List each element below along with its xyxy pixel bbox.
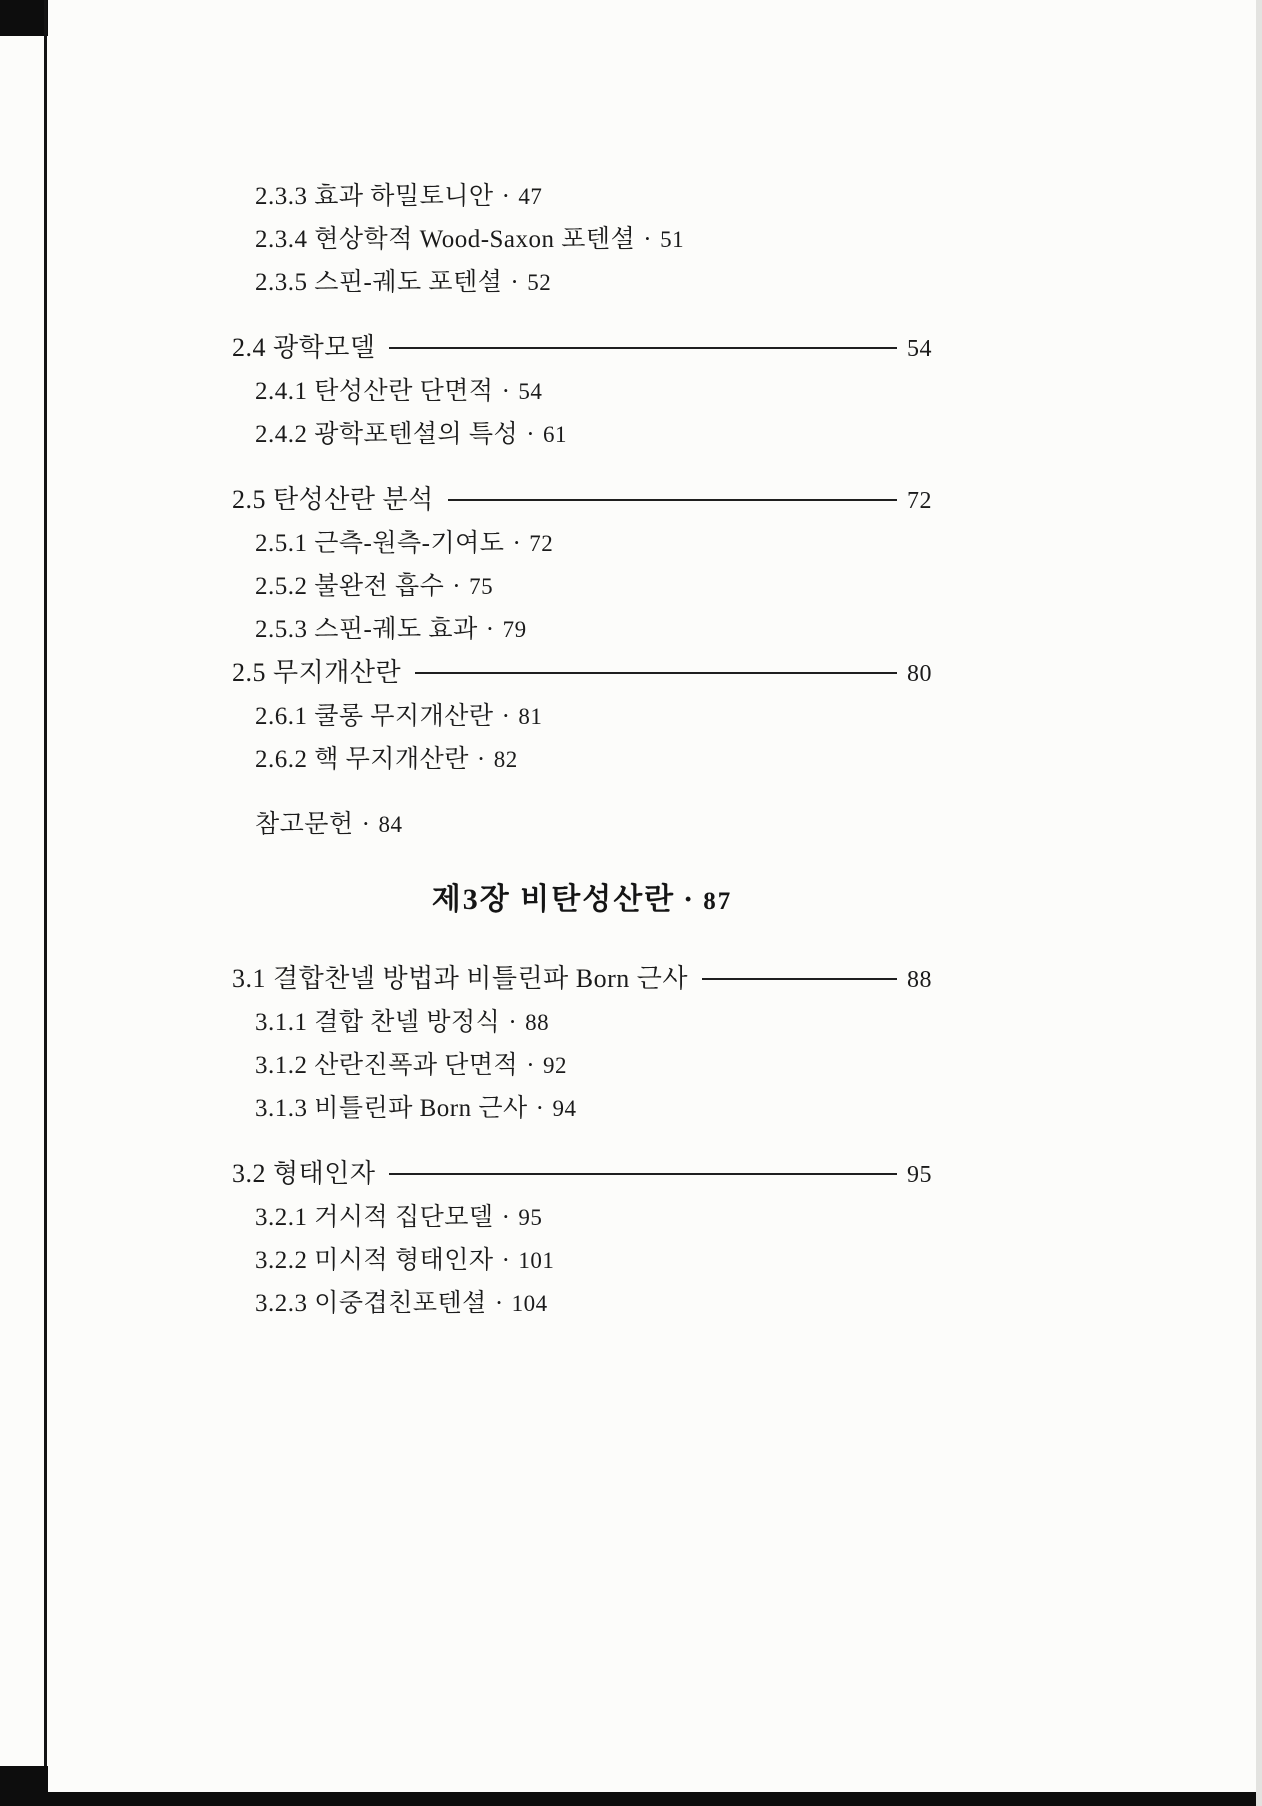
page-frame-left-line [44,0,47,1806]
dot-separator: · [526,421,536,448]
toc-entry [255,182,932,212]
dot-separator: · [512,530,522,557]
spacer [232,463,932,485]
page-number: 94 [552,1096,577,1121]
leader-line [702,978,897,980]
page-number: 88 [907,967,932,993]
page-number: 47 [518,184,543,209]
toc-entry [255,268,932,298]
leader-line [415,672,897,674]
page-number: 54 [518,379,543,404]
toc-entry [255,702,932,732]
entry-label: 2.6.1 쿨롱 무지개산란 [255,703,494,730]
entry-label: 2.6.2 핵 무지개산란 [255,746,469,773]
entry-label: 2.4.2 광학포텐셜의 특성 [255,421,519,448]
entry-label: 3.2.1 거시적 집단모델 [255,1204,494,1231]
toc-entry [255,1051,932,1081]
entry-label: 2.5 탄성산란 분석 [232,485,434,514]
leader-line [389,347,897,349]
toc-entry [255,225,932,255]
toc-entry [255,572,932,602]
dot-separator: · [501,1204,511,1231]
dot-separator: · [494,1290,504,1317]
toc-section-entry [232,1159,932,1190]
page-number: 95 [907,1162,932,1188]
dot-separator: · [501,703,511,730]
entry-label: 2.4.1 탄성산란 단면적 [255,378,494,405]
page-number: 79 [502,617,527,642]
entry-label: 2.3.5 스핀-궤도 포텐셜 [255,269,503,296]
toc-section-entry [232,485,932,516]
dot-separator: · [643,226,653,253]
entry-label: 2.3.4 현상학적 Wood-Saxon 포텐셜 [255,226,636,253]
chapter-heading [232,874,932,918]
page-number: 92 [543,1053,568,1078]
dot-separator: · [476,746,486,773]
entry-label: 3.1 결합찬넬 방법과 비틀린파 Born 근사 [232,964,689,993]
leader-line [448,499,897,501]
page-number: 75 [469,574,494,599]
entry-label: 3.1.3 비틀린파 Born 근사 [255,1095,528,1122]
entry-label: 2.5.1 근측-원측-기여도 [255,530,505,557]
toc-section-entry [232,964,932,995]
entry-label: 2.5.2 불완전 흡수 [255,573,445,600]
dot-separator: · [485,616,495,643]
toc-section-entry [232,333,932,364]
dot-separator: · [501,183,511,210]
page-number: 51 [660,227,685,252]
entry-label: 3.1.1 결합 찬넬 방정식 [255,1009,501,1036]
entry-label: 2.5.3 스핀-궤도 효과 [255,616,478,643]
toc-list [232,182,932,1332]
entry-label: 3.2.2 미시적 형태인자 [255,1247,494,1274]
spacer [232,311,932,333]
dot-separator: · [510,269,520,296]
leader-line [389,1173,897,1175]
page-number: 54 [907,336,932,362]
dot-separator: · [501,1247,511,1274]
page-number: 88 [525,1010,550,1035]
dot-separator: · [683,883,696,916]
toc-section-entry [232,658,932,689]
chapter-title: 제3장 비탄성산란 [431,883,676,916]
page-number: 82 [493,747,518,772]
entry-label: 2.3.3 효과 하밀토니안 [255,183,494,210]
toc-entry [255,420,932,450]
page-number: 84 [378,812,403,837]
toc-entry [255,529,932,559]
toc-entry [255,377,932,407]
toc-entry [255,810,932,840]
dot-separator: · [452,573,462,600]
chapter-page-number: 87 [703,888,733,915]
entry-label: 참고문헌 [255,811,354,838]
page-number: 101 [518,1248,555,1273]
entry-label: 3.2.3 이중겹친포텐셜 [255,1290,487,1317]
spacer [232,788,932,810]
toc-entry [255,1246,932,1276]
entry-label: 2.5 무지개산란 [232,658,402,687]
entry-label: 3.1.2 산란진폭과 단면적 [255,1052,519,1079]
dot-separator: · [501,378,511,405]
spacer [232,1137,932,1159]
page-number: 72 [529,531,554,556]
toc-entry [255,745,932,775]
toc-entry [255,1203,932,1233]
dot-separator: · [361,811,371,838]
scan-corner-top-left [0,0,48,36]
entry-label: 2.4 광학모델 [232,333,376,362]
toc-entry [255,1094,932,1124]
page-number: 104 [511,1291,548,1316]
page-number: 80 [907,661,932,687]
dot-separator: · [508,1009,518,1036]
dot-separator: · [526,1052,536,1079]
page-number: 72 [907,488,932,514]
page-number: 95 [518,1205,543,1230]
scan-edge-bottom [0,1792,1262,1806]
toc-entry [255,1289,932,1319]
toc-entry [255,1008,932,1038]
entry-label: 3.2 형태인자 [232,1159,376,1188]
page-number: 61 [543,422,568,447]
toc-entry [255,615,932,645]
page-number: 81 [518,704,543,729]
page-number: 52 [527,270,552,295]
scan-edge-right [1256,0,1262,1806]
dot-separator: · [535,1095,545,1122]
